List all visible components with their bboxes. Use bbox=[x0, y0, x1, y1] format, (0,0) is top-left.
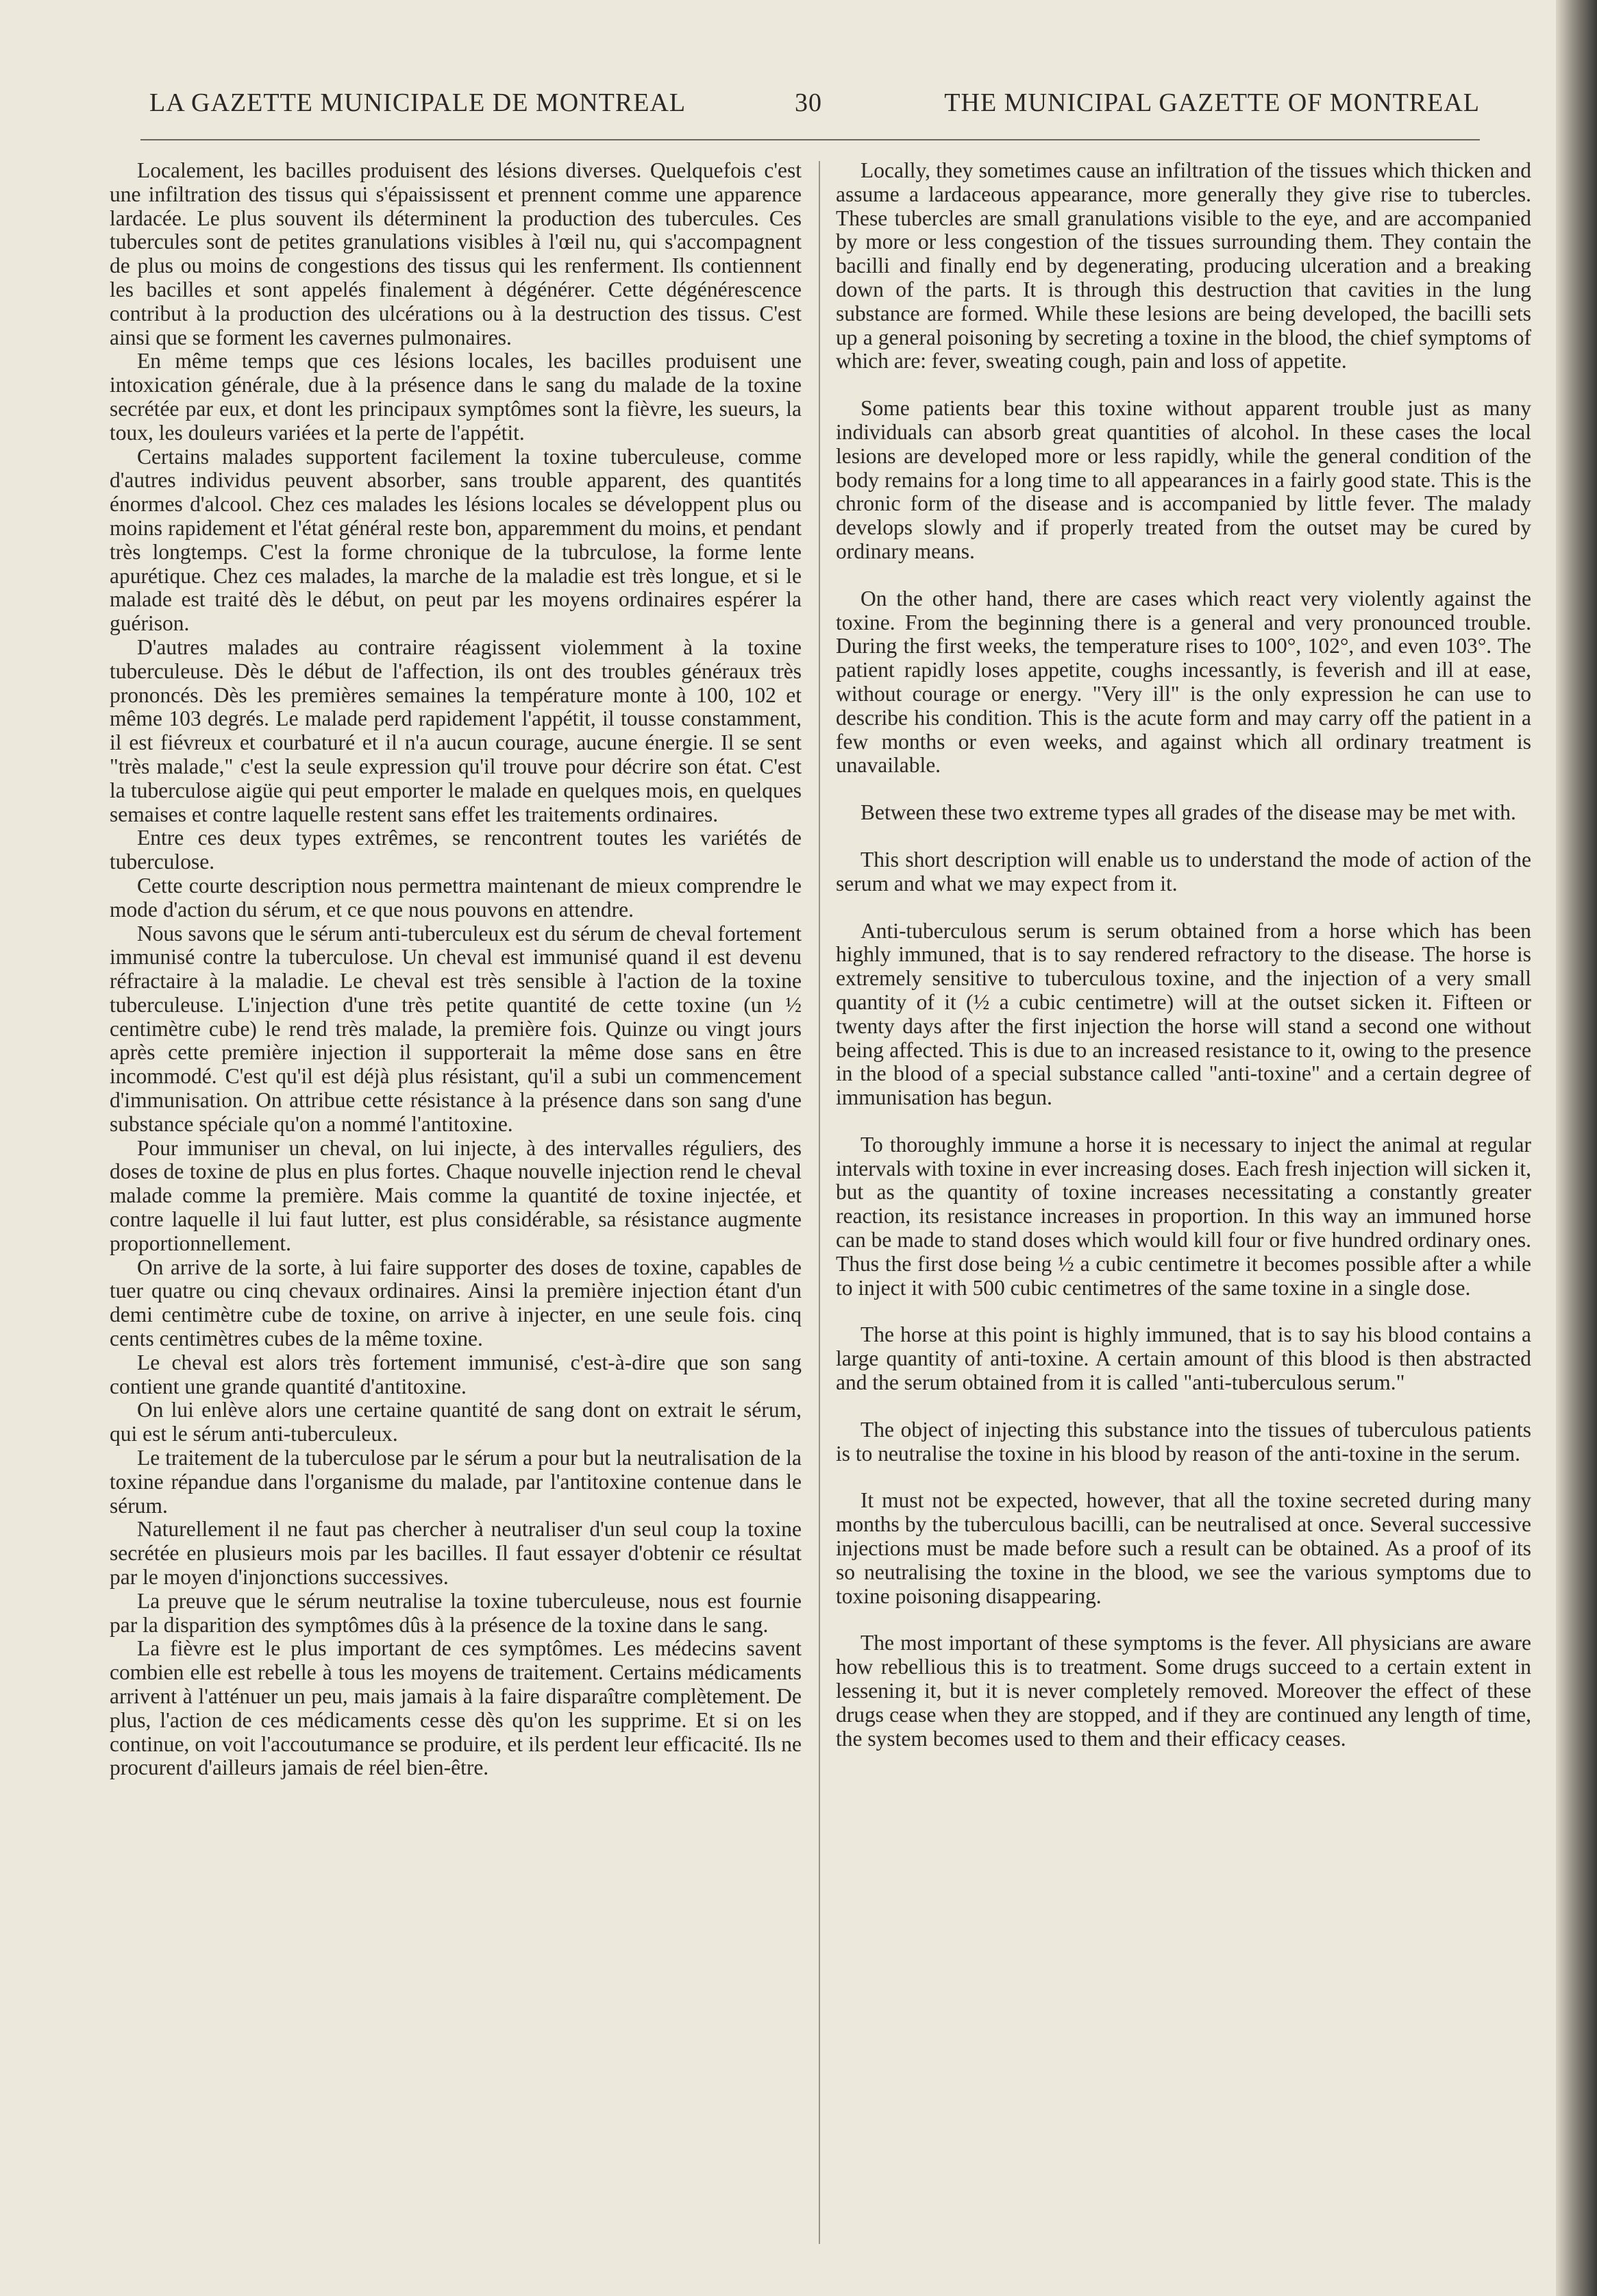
french-paragraph: Pour immuniser un cheval, on lui injecte, à des intervalles réguliers, des doses de toxine de plus en plus fortes. Chaque nouvelle injection rend le cheval malade comme la première. Mais comme la quantité de toxine injectée, et contre laquelle il lui faut lutter, est plus considérable, sa résistance augmente proportionnellement. bbox=[110, 1135, 802, 1255]
english-paragraph: It must not be expected, however, that all the toxine secreted during many months by the tuberculous bacilli, can be neutralised at once. Several successive injections must be made before such a result can be obtained. As a proof of its so neutralising the toxine in the blood, we see the various symptoms due to toxine poisoning disappearing. bbox=[836, 1488, 1531, 1608]
french-paragraph: La preuve que le sérum neutralise la toxine tuberculeuse, nous est fournie par la disparition des symptômes dûs à la présence de la toxine dans le sang. bbox=[110, 1588, 802, 1637]
french-paragraph: Entre ces deux types extrêmes, se rencontrent toutes les variétés de tuberculose. bbox=[110, 826, 802, 874]
english-column bbox=[836, 159, 1531, 1774]
english-running-title: THE MUNICIPAL GAZETTE OF MONTREAL bbox=[944, 88, 1480, 117]
page-binding-edge bbox=[1556, 0, 1597, 2296]
english-paragraph: The object of injecting this substance into the tissues of tuberculous patients is to neutralise the toxine in his blood by reason of the anti-toxine in the serum. bbox=[836, 1417, 1531, 1466]
french-paragraph: On lui enlève alors une certaine quantité de sang dont on extrait le sérum, qui est le sérum anti-tuberculeux. bbox=[110, 1398, 802, 1446]
page-header bbox=[137, 88, 1480, 129]
english-paragraph: The most important of these symptoms is the fever. All physicians are aware how rebellious this is to treatment. Some drugs succeed to a certain extent in lessening it, but it is never completely removed. Moreover the effect of these drugs cease when they are stopped, and if they are continued any length of time, the system becomes used to them and their efficacy ceases. bbox=[836, 1631, 1531, 1751]
french-paragraph: Certains malades supportent facilement la toxine tuberculeuse, comme d'autres individus peuvent absorber, sans trouble apparent, des quantités énormes d'alcool. Chez ces malades les lésions locales se développent plus ou moins rapidement et l'état général reste bon, apparemment du moins, et pendant très longtemps. C'est la forme chronique de la tubrculose, la forme lente apurétique. Chez ces malades, la marche de la maladie est très longue, et si le malade est traité dès le début, on peut par les moyens ordinaires espérer la guérison. bbox=[110, 444, 802, 636]
french-paragraph: Naturellement il ne faut pas chercher à neutraliser d'un seul coup la toxine secrétée en plusieurs mois par les bacilles. Il faut essayer d'obtenir ce résultat par le moyen d'injonctions successives. bbox=[110, 1517, 802, 1590]
french-column bbox=[110, 159, 802, 1780]
french-paragraph: En même temps que ces lésions locales, les bacilles produisent une intoxication générale, due à la présence dans le sang du malade de la toxine secrétée par eux, et dont les principaux symptômes sont la fièvre, les sueurs, la toux, les douleurs variées et la perte de l'appétit. bbox=[110, 349, 802, 445]
french-paragraph: La fièvre est le plus important de ces symptômes. Les médecins savent combien elle est rebelle à tous les moyens de traitement. Certains médicaments arrivent à l'atténuer un peu, mais jamais à la faire disparaître complètement. De plus, l'action de ces médicaments cesse dès qu'on les supprime. Et si on les continue, on voit l'accoutumance se produire, et ils perdent leur efficacité. Ils ne procurent d'ailleurs jamais de réel bien-être. bbox=[110, 1636, 802, 1780]
english-paragraph: Some patients bear this toxine without apparent trouble just as many individuals can absorb great quantities of alcohol. In these cases the local lesions are developed more or less rapidly, while the general condition of the body remains for a long time to all appearances in a fairly good state. This is the chronic form of the disease and is accompanied by little fever. The malady develops slowly and if properly treated from the outset may be cured by ordinary means. bbox=[836, 396, 1531, 563]
english-paragraph: Locally, they sometimes cause an infiltration of the tissues which thicken and assume a lardaceous appearance, more generally they give rise to tubercles. These tubercles are small granulations visible to the eye, and are accompanied by more or less congestion of the tissues surrounding them. They contain the bacilli and finally end by degenerating, producing ulceration and a breaking down of the parts. It is through this destruction that cavities in the lung substance are formed. While these lesions are being developed, the bacilli sets up a general poisoning by secreting a toxine in the blood, the chief symptoms of which are: fever, sweating cough, pain and loss of appetite. bbox=[836, 158, 1531, 373]
french-paragraph: Le traitement de la tuberculose par le sérum a pour but la neutralisation de la toxine répandue dans l'organisme du malade, par l'antitoxine contenue dans le sérum. bbox=[110, 1446, 802, 1518]
english-paragraph: On the other hand, there are cases which react very violently against the toxine. From the beginning there is a general and very pronounced trouble. During the first weeks, the temperature rises to 100°, 102°, and even 103°. The patient rapidly loses appetite, coughs incessantly, is feverish and ill at ease, without courage or energy. "Very ill" is the only expression he can use to describe his condition. This is the acute form and may carry off the patient in a few months or even weeks, and against which all ordinary treatment is unavailable. bbox=[836, 586, 1531, 778]
french-paragraph: Localement, les bacilles produisent des lésions diverses. Quelquefois c'est une infiltration des tissus qui s'épaississent et prennent comme une apparence lardacée. Le plus souvent ils déterminent la production des tubercules. Ces tubercules sont de petites granulations visibles à l'œil nu, qui s'accompagnent de plus ou moins de congestions des tissus qui les renferment. Ils contiennent les bacilles et sont appelés finalement à dégénérer. Cette dégénérescence contribut à la production des ulcérations ou à la destruction des tissus. C'est ainsi que se forment les cavernes pulmonaires. bbox=[110, 158, 802, 349]
english-paragraph: Between these two extreme types all grades of the disease may be met with. bbox=[861, 800, 1516, 825]
english-paragraph: Anti-tuberculous serum is serum obtained from a horse which has been highly immuned, that is to say rendered refractory to the disease. The horse is extremely sensitive to tuberculous toxine, and the injection of a very small quantity of it (½ a cubic centimetre) will at the outset sicken it. Fifteen or twenty days after the first injection the horse will stand a second one without being affected. This is due to an increased resistance to it, owing to the presence in the blood of a special substance called "anti-toxine" and a certain degree of immunisation has begun. bbox=[836, 918, 1531, 1110]
french-paragraph: D'autres malades au contraire réagissent violemment à la toxine tuberculeuse. Dès le début de l'affection, ils ont des troubles généraux très prononcés. Dès les premières semaines la température monte à 100, 102 et même 103 degrés. Le malade perd rapidement l'appétit, il tousse constamment, il est fiévreux et courbaturé et il n'a aucun courage, aucune énergie. Il se sent "très malade," c'est la seule expression qu'il trouve pour décrire son état. C'est la tuberculose aigüe qui peut emporter le malade en quelques mois, en quelques semaises et contre laquelle restent sans effet les traitements ordinaires. bbox=[110, 634, 802, 826]
french-paragraph: Cette courte description nous permettra maintenant de mieux comprendre le mode d'action du sérum, et ce que nous pouvons en attendre. bbox=[110, 873, 802, 922]
english-paragraph: To thoroughly immune a horse it is necessary to inject the animal at regular intervals with toxine in ever increasing doses. Each fresh injection will sicken it, but as the quantity of toxine increases necessitating a constantly greater reaction, its resistance increases in proportion. In this way an immuned horse can be made to stand doses which would kill four or five hundred ordinary ones. Thus the first dose being ½ a cubic centimetre it becomes possible after a while to inject it with 500 cubic centimetres of the same toxine in a single dose. bbox=[836, 1132, 1531, 1300]
english-paragraph: The horse at this point is highly immuned, that is to say his blood contains a large quantity of anti-toxine. A certain amount of this blood is then abstracted and the serum obtained from it is called "anti-tuberculous serum." bbox=[836, 1322, 1531, 1395]
header-rule bbox=[140, 139, 1480, 140]
french-paragraph: On arrive de la sorte, à lui faire supporter des doses de toxine, capables de tuer quatre ou cinq chevaux ordinaires. Ainsi la première injection étant d'un demi centimètre cube de toxine, on arrive à injecter, en une seule fois. cinq cents centimètres cubes de la même toxine. bbox=[110, 1255, 802, 1351]
english-paragraph: This short description will enable us to understand the mode of action of the serum and what we may expect from it. bbox=[836, 847, 1531, 896]
column-divider bbox=[819, 161, 820, 2244]
page-number: 30 bbox=[795, 88, 822, 117]
french-paragraph: Nous savons que le sérum anti-tuberculeux est du sérum de cheval fortement immunisé contre la tuberculose. Un cheval est immunisé quand il est devenu réfractaire à la maladie. Le cheval est très sensible à l'action de la toxine tuberculeuse. L'injection d'une très petite quantité de cette toxine (un ½ centimètre cube) le rend très malade, la première fois. Quinze ou vingt jours après cette première injection il supporterait la même dose sans en être incommodé. C'est qu'il est déjà plus résistant, qu'il a subi un commencement d'immunisation. On attribue cette résistance à la présence dans son sang d'une substance spéciale qu'on a nommé l'antitoxine. bbox=[110, 921, 802, 1136]
french-running-title: LA GAZETTE MUNICIPALE DE MONTREAL bbox=[149, 88, 686, 117]
french-paragraph: Le cheval est alors très fortement immunisé, c'est-à-dire que son sang contient une grande quantité d'antitoxine. bbox=[110, 1350, 802, 1398]
